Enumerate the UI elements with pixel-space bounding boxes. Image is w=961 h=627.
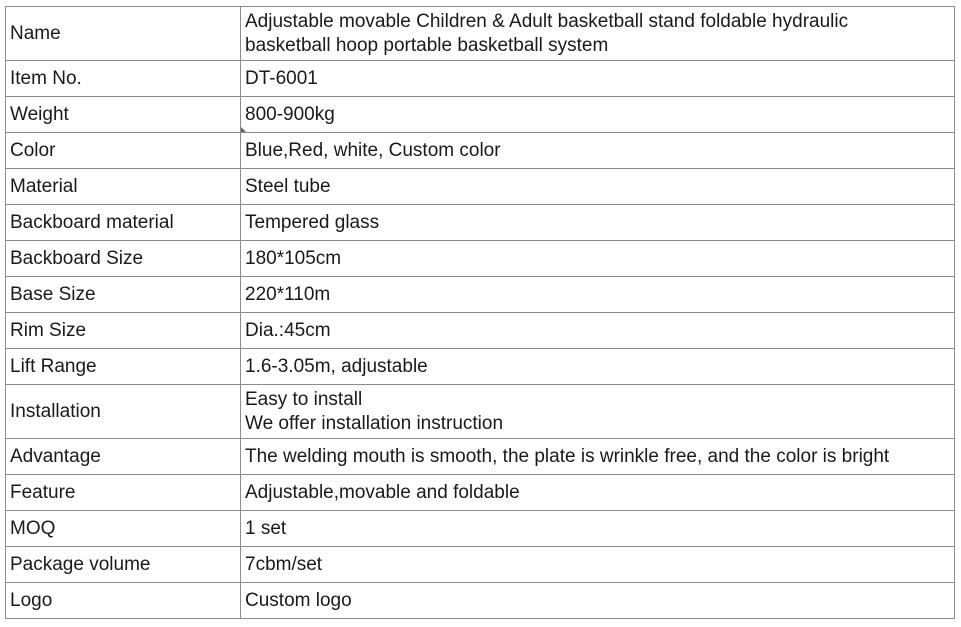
spec-row-color — [6, 133, 955, 169]
spec-value: Blue,Red, white, Custom color — [241, 133, 955, 169]
spec-label: Advantage — [6, 439, 241, 475]
spec-label: Package volume — [6, 547, 241, 583]
spec-label: Item No. — [6, 61, 241, 97]
spec-row-package-volume — [6, 547, 955, 583]
spec-label: Installation — [6, 385, 241, 439]
spec-value: Dia.:45cm — [241, 313, 955, 349]
spec-value: Adjustable movable Children & Adult basketball stand foldable hydraulic basketball hoop portable basketball system — [241, 7, 955, 61]
spec-label: MOQ — [6, 511, 241, 547]
spec-row-name — [6, 7, 955, 61]
spec-row-backboard-material — [6, 205, 955, 241]
spec-value: 1 set — [241, 511, 955, 547]
spec-label: Lift Range — [6, 349, 241, 385]
spec-value: Easy to install We offer installation instruction — [241, 385, 955, 439]
spec-label: Name — [6, 7, 241, 61]
spec-label: Backboard Size — [6, 241, 241, 277]
spec-label: Color — [6, 133, 241, 169]
spec-value: Steel tube — [241, 169, 955, 205]
spec-value: Tempered glass — [241, 205, 955, 241]
spec-label: Backboard material — [6, 205, 241, 241]
product-spec-table — [5, 6, 955, 619]
spec-row-backboard-size — [6, 241, 955, 277]
spec-label: Base Size — [6, 277, 241, 313]
spec-row-rim-size — [6, 313, 955, 349]
spec-value: Adjustable,movable and foldable — [241, 475, 955, 511]
spec-value: 180*105cm — [241, 241, 955, 277]
spec-label: Logo — [6, 583, 241, 619]
spec-value: 1.6-3.05m, adjustable — [241, 349, 955, 385]
spec-label: Material — [6, 169, 241, 205]
spec-row-moq — [6, 511, 955, 547]
spec-row-advantage — [6, 439, 955, 475]
spec-row-logo — [6, 583, 955, 619]
spec-value: 7cbm/set — [241, 547, 955, 583]
spec-value: The welding mouth is smooth, the plate is wrinkle free, and the color is bright — [241, 439, 955, 475]
spec-value: 220*110m — [241, 277, 955, 313]
spec-row-lift-range — [6, 349, 955, 385]
spec-row-feature — [6, 475, 955, 511]
spec-label: Weight — [6, 97, 241, 133]
spec-value: 800-900kg — [241, 97, 955, 133]
spec-row-material — [6, 169, 955, 205]
spec-value: DT-6001 — [241, 61, 955, 97]
spec-row-weight — [6, 97, 955, 133]
spec-label: Feature — [6, 475, 241, 511]
spec-label: Rim Size — [6, 313, 241, 349]
spec-value: Custom logo — [241, 583, 955, 619]
spec-row-item-no — [6, 61, 955, 97]
spec-row-base-size — [6, 277, 955, 313]
spec-row-installation — [6, 385, 955, 439]
